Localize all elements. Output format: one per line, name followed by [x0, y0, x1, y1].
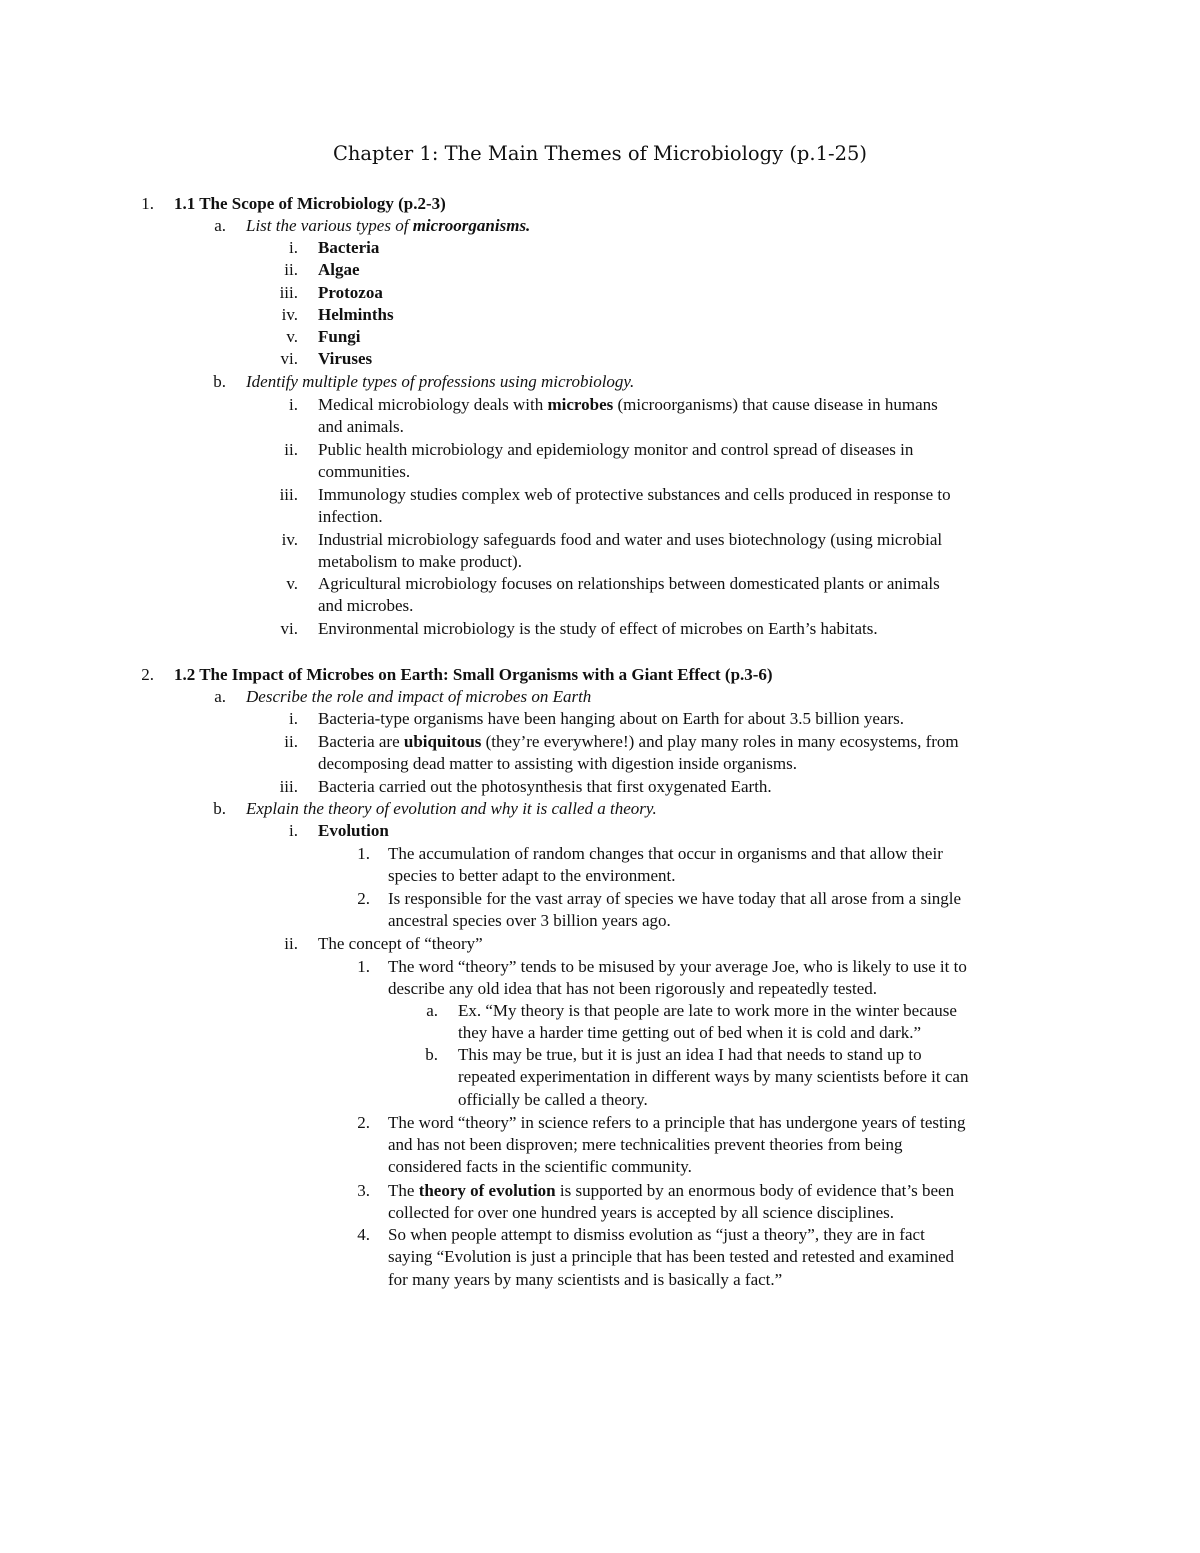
list-item: Immunology studies complex web of protective substances and cells produced in response to — [318, 485, 951, 504]
list-item: Industrial microbiology safeguards food and water and uses biotechnology (using microbial — [318, 530, 943, 549]
list-item: So when people attempt to dismiss evolution as “just a theory”, they are in fact — [388, 1225, 925, 1244]
list-item-continuation: and has not been disproven; mere technicalities prevent theories from being — [388, 1135, 903, 1154]
section-heading: 1.1 The Scope of Microbiology (p.2-3) — [174, 194, 446, 213]
item-marker: b. — [213, 372, 226, 391]
item-bold-text: microbes — [547, 395, 614, 414]
subitem-marker: iv. — [281, 530, 298, 549]
list-item: Bacteria-type organisms have been hanging about on Earth for about 3.5 billion years. — [318, 709, 905, 728]
subitem-marker: i. — [289, 821, 298, 840]
subitem-marker: ii. — [284, 732, 298, 751]
list-item: The concept of “theory” — [318, 934, 483, 953]
item-marker: b. — [213, 799, 226, 818]
numbered-marker: 3. — [357, 1181, 370, 1200]
subitem-marker: iii. — [279, 777, 298, 796]
list-item-continuation: metabolism to make product). — [318, 552, 522, 571]
list-item: Explain the theory of evolution and why it is called a theory. — [246, 799, 657, 818]
list-item: The accumulation of random changes that occur in organisms and that allow their — [388, 844, 943, 863]
list-item-continuation: decomposing dead matter to assisting with digestion inside organisms. — [318, 754, 797, 773]
item-text: is supported by an enormous body of evidence that’s been — [555, 1181, 955, 1200]
list-item: Viruses — [318, 349, 373, 368]
list-item: Public health microbiology and epidemiology monitor and control spread of diseases in — [318, 440, 914, 459]
subitem-marker: i. — [289, 238, 298, 257]
list-item: Agricultural microbiology focuses on relationships between domesticated plants or animals — [318, 574, 940, 593]
list-item: Evolution — [318, 821, 389, 840]
subitem-marker: iv. — [281, 305, 298, 324]
subitem-marker: ii. — [284, 934, 298, 953]
list-item: Bacteria — [318, 238, 380, 257]
list-item — [318, 731, 959, 753]
subitem-marker: iii. — [279, 283, 298, 302]
numbered-marker: 1. — [357, 844, 370, 863]
list-item: Identify multiple types of professions using microbiology. — [246, 372, 635, 391]
item-text: List the various types of — [246, 216, 413, 235]
list-item — [246, 215, 530, 237]
list-item: The word “theory” in science refers to a principle that has undergone years of testing — [388, 1113, 966, 1132]
list-item: This may be true, but it is just an idea I had that needs to stand up to — [458, 1045, 922, 1064]
subitem-marker: i. — [289, 709, 298, 728]
numbered-marker: 2. — [357, 889, 370, 908]
item-text: Bacteria are — [318, 732, 404, 751]
item-bold-text: theory of evolution — [418, 1181, 556, 1200]
page-title: Chapter 1: The Main Themes of Microbiology (p.1-25) — [332, 142, 868, 165]
list-item-continuation: ancestral species over 3 billion years ago. — [388, 911, 671, 930]
list-item-continuation: saying “Evolution is just a principle that has been tested and retested and examined — [388, 1247, 955, 1266]
subitem-marker: i. — [289, 395, 298, 414]
item-bold-text: ubiquitous — [403, 732, 482, 751]
subitem-marker: vi. — [280, 619, 298, 638]
item-text: (microorganisms) that cause disease in humans — [613, 395, 938, 414]
subitem-marker: v. — [286, 574, 298, 593]
list-item-continuation: communities. — [318, 462, 411, 481]
list-item-continuation: repeated experimentation in different ways by many scientists before it can — [458, 1067, 969, 1086]
list-item: Fungi — [318, 327, 361, 346]
item-marker: a. — [214, 687, 226, 706]
list-item: The word “theory” tends to be misused by your average Joe, who is likely to use it to — [388, 957, 967, 976]
list-item-continuation: and animals. — [318, 417, 404, 436]
list-item-continuation: they have a harder time getting out of bed when it is cold and dark.” — [458, 1023, 922, 1042]
numbered-marker: 4. — [357, 1225, 370, 1244]
list-item: Bacteria carried out the photosynthesis that first oxygenated Earth. — [318, 777, 772, 796]
subitem-marker: v. — [286, 327, 298, 346]
list-item — [388, 1180, 954, 1202]
list-item: Protozoa — [318, 283, 383, 302]
list-item-continuation: considered facts in the scientific community. — [388, 1157, 692, 1176]
subitem-marker: ii. — [284, 440, 298, 459]
list-item: Helminths — [318, 305, 394, 324]
list-item: Ex. “My theory is that people are late to work more in the winter because — [458, 1001, 957, 1020]
numbered-marker: 2. — [357, 1113, 370, 1132]
list-item-continuation: officially be called a theory. — [458, 1090, 648, 1109]
list-item: Is responsible for the vast array of species we have today that all arose from a single — [388, 889, 962, 908]
item-bold-text: microorganisms. — [412, 216, 531, 235]
section-number: 1. — [141, 194, 154, 213]
item-marker: a. — [214, 216, 226, 235]
list-item-continuation: and microbes. — [318, 596, 414, 615]
list-item — [318, 394, 938, 416]
subitem-marker: vi. — [280, 349, 298, 368]
item-text: The — [388, 1181, 419, 1200]
section-number: 2. — [141, 665, 154, 684]
section-heading: 1.2 The Impact of Microbes on Earth: Small Organisms with a Giant Effect (p.3-6) — [174, 665, 773, 684]
list-item-continuation: collected for over one hundred years is accepted by all science disciplines. — [388, 1203, 895, 1222]
letter-marker: b. — [425, 1045, 438, 1064]
subitem-marker: iii. — [279, 485, 298, 504]
list-item: Describe the role and impact of microbes on Earth — [246, 687, 592, 706]
list-item-continuation: species to better adapt to the environment. — [388, 866, 676, 885]
list-item: Algae — [318, 260, 360, 279]
subitem-marker: ii. — [284, 260, 298, 279]
item-text: Medical microbiology deals with — [318, 395, 548, 414]
list-item-continuation: describe any old idea that has not been rigorously and repeatedly tested. — [388, 979, 878, 998]
list-item-continuation: infection. — [318, 507, 383, 526]
numbered-marker: 1. — [357, 957, 370, 976]
list-item: Environmental microbiology is the study of effect of microbes on Earth’s habitats. — [318, 619, 878, 638]
letter-marker: a. — [426, 1001, 438, 1020]
list-item-continuation: for many years by many scientists and is basically a fact.” — [388, 1270, 783, 1289]
item-text: (they’re everywhere!) and play many roles in many ecosystems, from — [481, 732, 959, 751]
